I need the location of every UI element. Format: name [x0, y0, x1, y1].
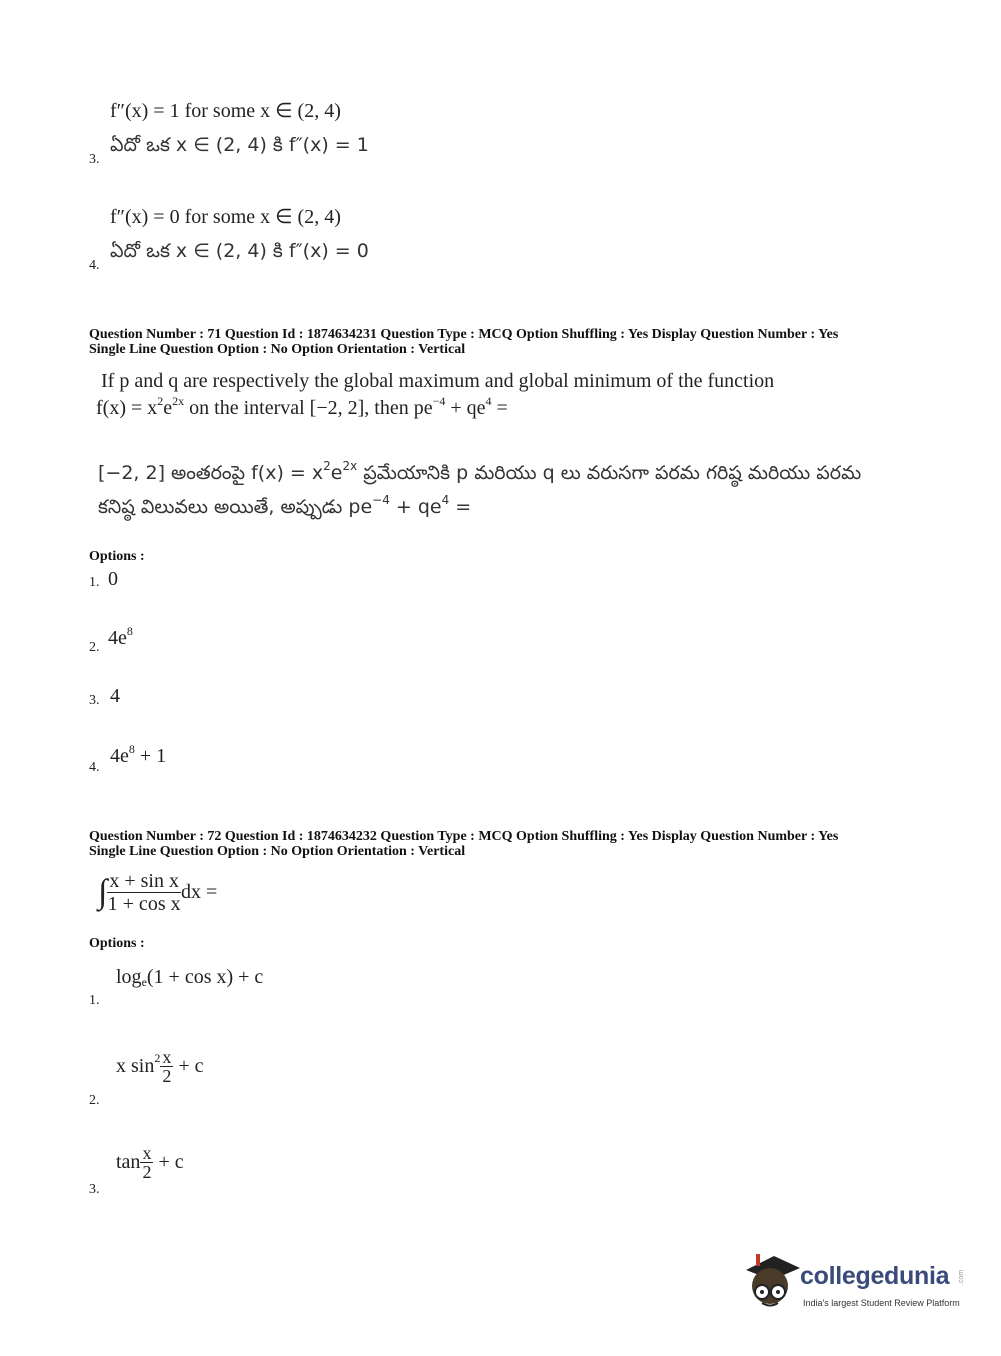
prev-option4-telugu: ఏదో ఒక x ∈ (2, 4) కి f″(x) = 0 — [110, 240, 369, 262]
q72-opt3-num: x — [142, 1143, 152, 1163]
q71-stem-qe: + qe — [445, 397, 486, 419]
brand-name: collegedunia — [800, 1262, 950, 1290]
q72-meta-line2: Single Line Question Option : No Option Orientation : Vertical — [89, 844, 466, 859]
q72-opt1-log: log — [116, 966, 142, 988]
q72-dx: dx = — [180, 881, 218, 903]
q71-te-sup: 2 — [323, 459, 331, 473]
q72-option2-text[interactable] — [116, 1048, 204, 1085]
q71-stem-te-line1 — [98, 459, 862, 489]
q71-opt4-sup: 8 — [128, 742, 135, 756]
q71-sup-2x: 2x — [172, 394, 185, 408]
q72-opt2-sup: 2 — [154, 1051, 161, 1066]
q71-te-e: e — [330, 462, 343, 484]
mascot-icon — [740, 1248, 802, 1314]
collegedunia-logo[interactable] — [740, 1248, 970, 1318]
brand-dotcom: .com — [958, 1269, 966, 1286]
prev-option4-english: f″(x) = 0 for some x ∈ (2, 4) — [110, 206, 341, 228]
q71-te2-sup-m4: −4 — [372, 493, 390, 507]
q72-opt1-sub: e — [141, 975, 147, 989]
q71-stem-e: e — [163, 397, 173, 419]
q71-stem-eq: = — [491, 397, 508, 419]
q72-opt2-tail: + c — [173, 1055, 204, 1077]
q72-opt1-rest: (1 + cos x) + c — [146, 966, 264, 988]
q72-option3-number: 3. — [89, 1182, 100, 1197]
q71-meta-line2: Single Line Question Option : No Option Orientation : Vertical — [89, 342, 466, 357]
q71-opt2-sup: 8 — [126, 624, 133, 638]
q71-te2-sup-4: 4 — [441, 493, 450, 507]
q71-option2-number: 2. — [89, 640, 100, 655]
q72-opt2-lead: x sin — [116, 1055, 155, 1077]
q71-te-fx: [−2, 2] అంతరంపై f(x) = x — [98, 462, 324, 484]
q71-sup-m4: −4 — [432, 394, 446, 408]
q72-integral — [98, 870, 217, 915]
q72-opt3-lead: tan — [116, 1151, 141, 1173]
q71-te2-c: = — [449, 496, 472, 518]
q71-options-label: Options : — [89, 549, 145, 564]
q71-option3-number: 3. — [89, 693, 100, 708]
q72-numerator: x + sin x — [109, 870, 179, 892]
q72-denominator: 1 + cos x — [107, 893, 181, 915]
q71-stem-te-line2 — [98, 493, 472, 523]
q72-option2-number: 2. — [89, 1093, 100, 1108]
q71-option4-number: 4. — [89, 760, 100, 775]
q72-opt2-den: 2 — [162, 1066, 172, 1086]
q71-opt4-tail: + 1 — [134, 745, 167, 767]
q71-option1-text[interactable]: 0 — [108, 568, 118, 590]
q71-stem-en-line1: If p and q are respectively the global maximum and global minimum of the function — [101, 370, 775, 392]
q71-option4-text[interactable] — [110, 742, 167, 768]
q71-sup: 2 — [157, 394, 164, 408]
q72-options-label: Options : — [89, 936, 145, 951]
q71-stem-interval: on the interval [−2, 2], then pe — [184, 397, 433, 419]
q71-sup-4: 4 — [485, 394, 492, 408]
prev-option3-number: 3. — [89, 152, 100, 167]
q72-option3-text[interactable] — [116, 1144, 184, 1181]
q71-te2-a: కనిష్ఠ విలువలు అయితే, అప్పుడు pe — [98, 496, 373, 518]
prev-option3-telugu: ఏదో ఒక x ∈ (2, 4) కి f″(x) = 1 — [110, 134, 369, 156]
q72-meta-line1: Question Number : 72 Question Id : 1874634232 Question Type : MCQ Option Shuffling : Yes Display Question Number : Yes — [89, 829, 839, 844]
q72-option1-number: 1. — [89, 993, 100, 1008]
q71-stem-fx: f(x) = x — [96, 397, 158, 419]
q71-option3-text[interactable]: 4 — [110, 685, 120, 707]
integral-sign: ∫ — [98, 873, 108, 911]
q71-te-rest: ప్రమేయానికి p మరియు q లు వరుసగా పరమ గరిష్ఠ మరియు పరమ — [357, 462, 862, 484]
prev-option3-english: f″(x) = 1 for some x ∈ (2, 4) — [110, 100, 341, 122]
q71-stem-en-line2 — [96, 394, 508, 420]
brand-tagline: India's largest Student Review Platform — [803, 1298, 960, 1308]
q72-opt3-tail: + c — [153, 1151, 184, 1173]
q72-option1-text[interactable] — [116, 966, 263, 989]
q72-opt2-num: x — [162, 1047, 172, 1067]
prev-option4-number: 4. — [89, 258, 100, 273]
q71-opt2-base: 4e — [108, 627, 127, 649]
q72-opt3-den: 2 — [142, 1162, 152, 1182]
q71-meta-line1: Question Number : 71 Question Id : 1874634231 Question Type : MCQ Option Shuffling : Yes Display Question Number : Yes — [89, 327, 839, 342]
q71-te-sup-2x: 2x — [342, 459, 358, 473]
q71-option1-number: 1. — [89, 575, 100, 590]
q71-option2-text[interactable] — [108, 624, 133, 650]
q71-te2-b: + qe — [389, 496, 442, 518]
q71-opt4-base: 4e — [110, 745, 129, 767]
